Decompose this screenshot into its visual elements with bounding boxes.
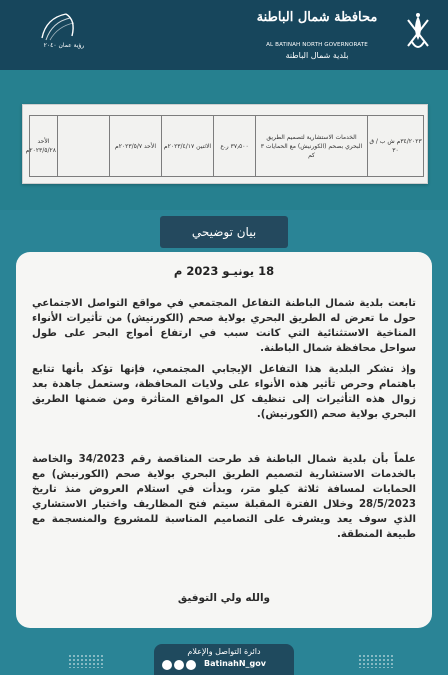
vision-text: رؤية عمان ٢٠٤٠	[43, 42, 85, 49]
tender-table-card	[22, 104, 428, 184]
dot-pattern-left	[68, 654, 104, 668]
vision-2040-logo-icon	[18, 10, 108, 56]
table-row	[30, 116, 424, 177]
instagram-icon[interactable]	[174, 660, 184, 670]
youtube-icon[interactable]	[186, 660, 196, 670]
social-links	[162, 660, 286, 672]
table-cell-description: الخدمات الاستشارية لتصميم الطريق البحري بصحم (الكورنيش) مع الحمايات ٣ كم	[256, 116, 368, 177]
paragraph-2: وإذ تشكر البلدية هذا التفاعل الإيجابي المجتمعي، فإنها تؤكد بأنها تتابع باهتمام وحرص تأثير هذه الأنواء على ولايات المحافظة، وستعمل جاهدة بعد زوال هذه التأثيرات إلى تنظيف كل المواقع المتأثرة ومن ضمنها الطريق البحري بولاية صحم (الكورنيش).	[32, 364, 416, 420]
footer-department: دائرة التواصل والإعلام	[187, 647, 261, 656]
oman-emblem-icon	[400, 10, 436, 56]
footer-badge	[154, 644, 294, 675]
tender-table	[25, 115, 424, 177]
table-cell-fee: ٣٧٫٥٠٠ ر.ع	[214, 116, 256, 177]
table-cell-empty	[58, 116, 110, 177]
governorate-name-en: AL BATINAH NORTH GOVERNORATE	[266, 42, 368, 48]
dot-pattern-right	[358, 654, 394, 668]
table-cell-date-2: الأحد ٢٠٢٣/٥/٧م	[110, 116, 162, 177]
statement-title: بيان توضيحي	[160, 216, 288, 248]
header-bar	[0, 0, 448, 70]
governorate-name-ar: محافظة شمال الباطنة	[256, 10, 378, 25]
statement-date: 18 يونيـو 2023 م	[173, 264, 275, 278]
vision-swoosh-icon	[36, 10, 84, 42]
table-cell-tender-number: ٣٤/٢٠٢٣م ش ب / ق ٣٠	[368, 116, 424, 177]
municipality-name-ar: بلدية شمال الباطنة	[285, 51, 349, 60]
table-cell-date-3: الأحد ٢٠٢٣/٥/٢٨م	[30, 116, 58, 177]
twitter-icon[interactable]	[162, 660, 172, 670]
governorate-logo	[236, 8, 436, 64]
closing-line: والله ولي التوفيق	[177, 592, 271, 604]
statement-panel	[16, 252, 432, 628]
table-cell-date-1: الاثنين ٢٠٢٣/٤/١٧م	[162, 116, 214, 177]
social-handle[interactable]: BatinahN_gov	[204, 659, 266, 668]
paragraph-3: علماً بأن بلدية شمال الباطنة قد طرحت المناقصة رقم 34/2023 والخاصة بالخدمات الاستشارية لتصميم الطريق البحري بولاية صحم (الكورنيش) مع الحمايات لمسافة ثلاثة كيلو متر، وبدأت في استلام العروض منذ تاريخ 28/5/2023 وخلال الفترة المقبلة سيتم فتح المظاريف واختيار الاستشاري الذي سوف يعد ويشرف على التصاميم المناسبة للمشروع والمنسجمة مع طبيعة المنطقة.	[32, 454, 416, 540]
paragraph-1: تابعت بلدية شمال الباطنة التفاعل المجتمعي في مواقع التواصل الاجتماعي حول ما تعرض له الطريق البحري بولاية صحم (الكورنيش) من تأثيرات الأنواء المناخية الاستثنائية التي كانت سبب في ارتفاع أمواج البحر على طول سواحل محافظة شمال الباطنة.	[32, 298, 416, 354]
